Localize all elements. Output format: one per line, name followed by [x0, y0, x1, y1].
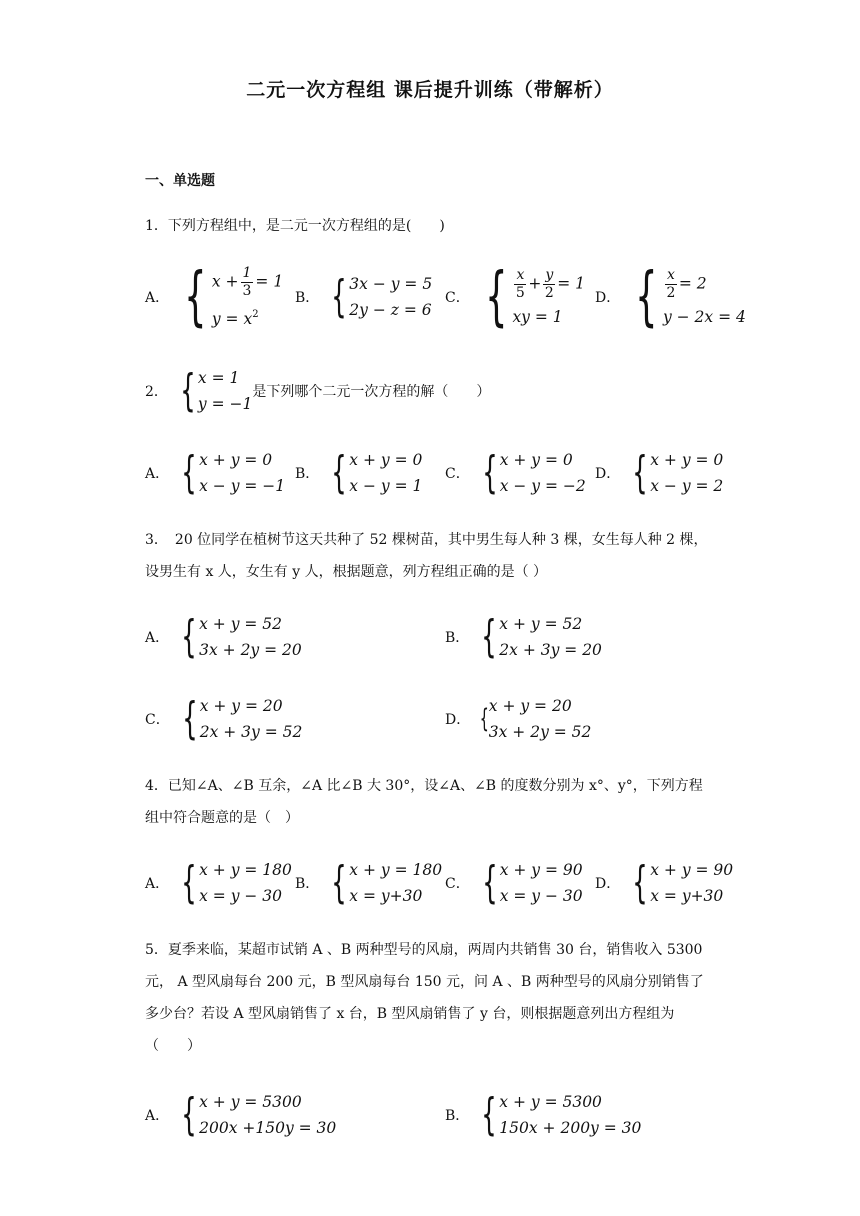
- brace-icon: {: [184, 260, 207, 334]
- equation: x + y = 90: [499, 861, 583, 879]
- equation: x + y = 0: [499, 451, 573, 469]
- option-label: B．: [445, 630, 470, 646]
- q1-option-b: [295, 262, 432, 332]
- equation: x + y = 0: [650, 451, 724, 469]
- brace-icon: {: [331, 447, 347, 498]
- q1-option-a: [145, 262, 283, 332]
- option-label: D．: [445, 712, 471, 728]
- q1-option-d: [595, 262, 746, 332]
- equation: y − 2x = 4: [662, 307, 746, 326]
- brace-icon: {: [482, 447, 498, 498]
- question-number: 2．: [145, 384, 168, 400]
- q5-option-a: [145, 1080, 336, 1150]
- equation: x − y = −1: [199, 477, 286, 495]
- equation: x + $\frac{1}{3}$ = 1: [211, 264, 284, 299]
- q2-option-a: [145, 438, 285, 508]
- equation: x = y+30: [349, 887, 423, 905]
- equation: $\frac{x}{5}$ + $\frac{y}{2}$ = 1: [515, 266, 586, 301]
- brace-icon: {: [180, 365, 196, 416]
- equation: x − y = 1: [349, 477, 423, 495]
- equation: y = −1: [197, 395, 253, 413]
- equation: $\frac{x}{2}$ = 2: [666, 266, 707, 301]
- brace-icon: {: [482, 857, 498, 908]
- q3-option-b: [445, 602, 602, 672]
- brace-icon: {: [331, 857, 347, 908]
- equation: x − y = −2: [499, 477, 586, 495]
- option-label: B．: [295, 290, 320, 306]
- section-heading: 一、单选题: [145, 173, 215, 189]
- q2-option-d: [595, 438, 723, 508]
- option-label: C．: [445, 466, 470, 482]
- equation: xy = 1: [512, 307, 563, 326]
- question-5-stem: 5．夏季来临，某超市试销 A 、B 两种型号的风扇，两周内共销售 30 台，销售收入 5300 元， A 型风扇每台 200 元，B 型风扇每台 150 元，问 A 、B 两种型号的风扇分别销售了多少台？若设 A 型风扇销售了 x 台，B 型风扇销售了 y 台，则根据题意列出方程组为（ ）: [145, 942, 704, 1054]
- equation: x + y = 52: [499, 615, 583, 633]
- brace-icon: {: [481, 1089, 497, 1140]
- brace-icon: {: [632, 447, 648, 498]
- brace-icon: {: [181, 611, 197, 662]
- equation: x + y = 20: [199, 697, 283, 715]
- equation: 200x +150y = 30: [199, 1119, 337, 1137]
- equation: x + y = 180: [349, 861, 443, 879]
- option-label: A．: [145, 466, 170, 482]
- option-label: A．: [145, 290, 170, 306]
- q2-option-c: [445, 438, 586, 508]
- brace-icon: {: [331, 271, 347, 322]
- brace-icon: {: [181, 1089, 197, 1140]
- equation: x + y = 5300: [499, 1093, 602, 1111]
- q5-option-b: [445, 1080, 641, 1150]
- option-label: A．: [145, 1108, 170, 1124]
- brace-icon: {: [182, 693, 198, 744]
- equation: x + y = 0: [349, 451, 423, 469]
- option-label: B．: [295, 466, 320, 482]
- brace-icon: {: [479, 704, 490, 734]
- equation: x = 1: [197, 369, 240, 387]
- brace-icon: {: [484, 260, 508, 334]
- q4-option-d: [595, 848, 733, 918]
- equation: x + y = 0: [199, 451, 273, 469]
- equation: x + y = 90: [650, 861, 734, 879]
- brace-icon: {: [632, 857, 648, 908]
- option-label: A．: [145, 876, 170, 892]
- equation: x + y = 180: [199, 861, 292, 879]
- equation: 3x + 2y = 20: [199, 641, 302, 659]
- q4-option-b: [295, 848, 442, 918]
- option-label: D．: [595, 466, 621, 482]
- brace-icon: {: [181, 447, 197, 498]
- q4-option-a: [145, 848, 292, 918]
- equation: x = y+30: [650, 887, 724, 905]
- q1-option-c: [445, 262, 585, 332]
- equation: x = y − 30: [199, 887, 283, 905]
- equation: x − y = 2: [650, 477, 724, 495]
- question-1-stem: 1．下列方程组中，是二元一次方程组的是( ): [145, 218, 445, 234]
- document-title: 二元一次方程组 课后提升训练（带解析）: [246, 79, 614, 101]
- equation: 3x − y = 5: [349, 275, 433, 293]
- brace-icon: {: [181, 857, 197, 908]
- option-label: C．: [145, 712, 170, 728]
- brace-icon: {: [635, 260, 658, 334]
- option-label: D．: [595, 290, 621, 306]
- option-label: C．: [445, 876, 470, 892]
- option-label: A．: [145, 630, 170, 646]
- option-label: B．: [445, 1108, 470, 1124]
- option-label: B．: [295, 876, 320, 892]
- question-text: 是下列哪个二元一次方程的解（ ）: [252, 384, 491, 400]
- equation: x + y = 5300: [199, 1093, 302, 1111]
- equation: 2x + 3y = 20: [499, 641, 602, 659]
- q3-option-c: [145, 684, 302, 754]
- equation: 3x + 2y = 52: [488, 723, 592, 741]
- equation: 2x + 3y = 52: [199, 723, 303, 741]
- q3-option-d: [445, 684, 591, 754]
- equation: 150x + 200y = 30: [499, 1119, 642, 1137]
- option-label: C．: [445, 290, 470, 306]
- equation: 2y − z = 6: [349, 301, 432, 319]
- q2-option-b: [295, 438, 422, 508]
- option-label: D．: [595, 876, 621, 892]
- equation: x + y = 52: [199, 615, 283, 633]
- equation: x + y = 20: [488, 697, 572, 715]
- question-4-stem: 4．已知∠A、∠B 互余，∠A 比∠B 大 30°，设∠A、∠B 的度数分别为 x°、y°，下列方程组中符合题意的是（ ）: [145, 778, 703, 826]
- equation: x = y − 30: [499, 887, 583, 905]
- question-2-stem: [145, 356, 496, 426]
- q4-option-c: [445, 848, 583, 918]
- brace-icon: {: [481, 611, 497, 662]
- q3-option-a: [145, 602, 302, 672]
- equation: $y = x^2$: [211, 308, 259, 328]
- question-3-stem: 3． 20 位同学在植树节这天共种了 52 棵树苗，其中男生每人种 3 棵，女生每人种 2 棵，设男生有 x 人，女生有 y 人，根据题意，列方程组正确的是（ ）: [145, 532, 708, 580]
